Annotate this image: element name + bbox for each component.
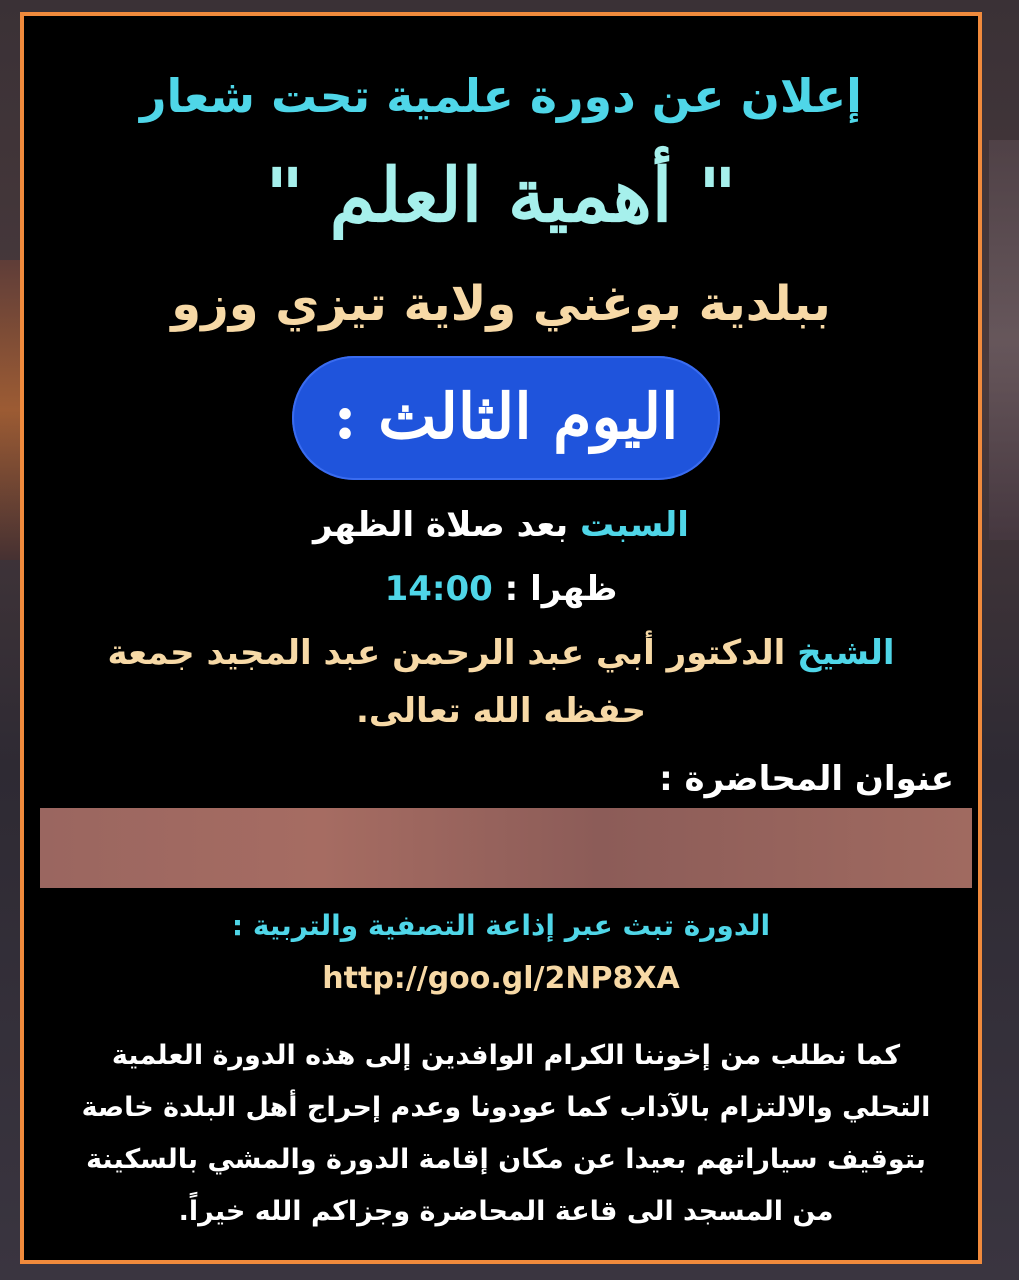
time-label: ظهرا : xyxy=(504,569,618,609)
redacted-lecture-title xyxy=(40,808,972,888)
day-name: السبت xyxy=(580,505,689,545)
time-line xyxy=(24,564,978,614)
attendee-notice: كما نطلب من إخوننا الكرام الوافدين إلى هذه الدورة العلمية التحلي والالتزام بالآداب كما عودونا وعدم إحراج أهل البلدة خاصة بتوقيف سياراتهم بعيدا عن مكان إقامة الدورة والمشي بالسكينة من المسجد الى قاعة المحاضرة وجزاكم الله خيراً. xyxy=(81,1040,931,1227)
lecturer-line xyxy=(64,624,938,740)
course-location: ببلدية بوغني ولاية تيزي وزو xyxy=(171,276,831,332)
announcement-frame xyxy=(20,12,982,1264)
day-badge xyxy=(292,356,720,480)
day-detail: بعد صلاة الظهر xyxy=(313,505,569,545)
course-slogan: " أهمية العلم " xyxy=(265,153,737,239)
time-value: 14:00 xyxy=(384,569,493,609)
announcement-content xyxy=(24,16,978,1260)
broadcast-link[interactable]: http://goo.gl/2NP8XA xyxy=(322,961,680,996)
background-glow-right xyxy=(989,140,1019,540)
broadcast-info: الدورة تبث عبر إذاعة التصفية والتربية : xyxy=(231,909,771,942)
day-badge-label: اليوم الثالث : xyxy=(333,380,679,453)
announcement-heading: إعلان عن دورة علمية تحت شعار xyxy=(140,69,862,123)
day-line xyxy=(24,500,978,550)
lecturer-title: الشيخ xyxy=(797,633,895,673)
lecturer-name: الدكتور أبي عبد الرحمن عبد المجيد جمعة حفظه الله تعالى. xyxy=(107,633,786,731)
lecture-title-label: عنوان المحاضرة : xyxy=(659,759,954,799)
